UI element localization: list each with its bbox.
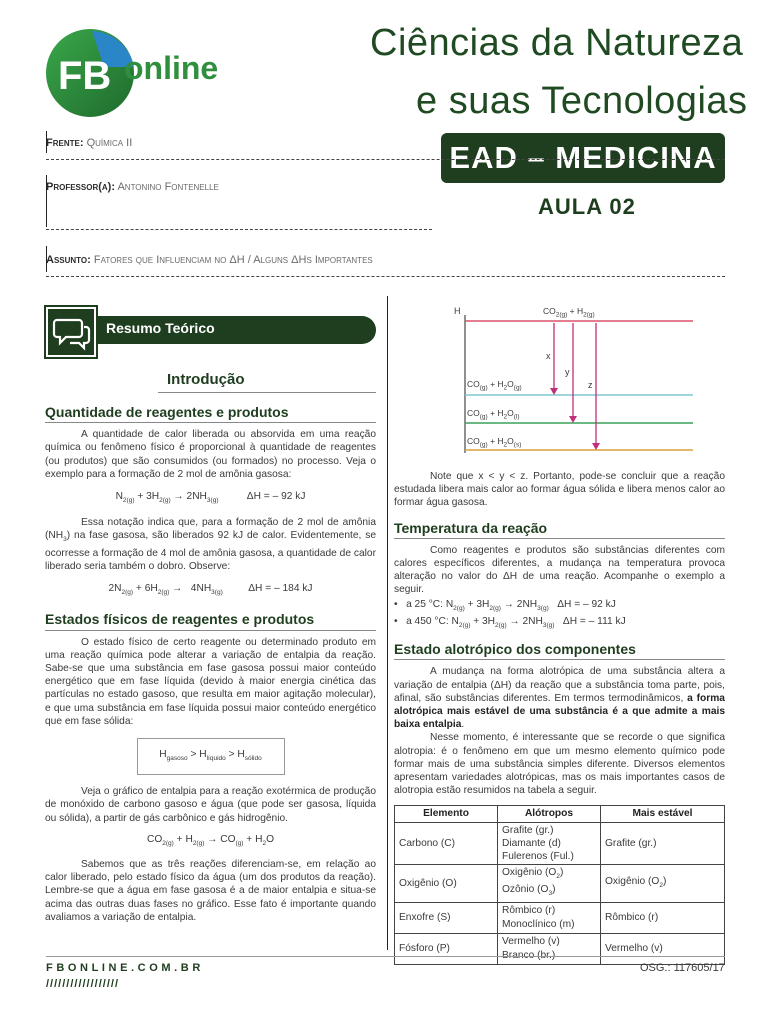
equation-1-dh: ΔH = – 92 kJ <box>246 491 306 503</box>
paragraph-start: Essa notação indica que, para a formação de 2 mol de amônia (NH <box>45 517 376 542</box>
table-row <box>395 902 725 933</box>
bullet-25c: • a 25 °C: $N_{2(g)} + 3H_{2(g)} \to 2NH_{3(g)}$ ΔH = – 92 kJ <box>394 598 616 612</box>
arrow-label-x: x <box>546 351 551 361</box>
bullet-450c: • a 450 °C: $N_{2(g)} + 3H_{2(g)} \to 2NH_{3(g)}$ ΔH = – 111 kJ <box>394 615 626 629</box>
assunto-value: Fatores que Influenciam no ΔH / Alguns ΔHs Importantes <box>93 254 373 266</box>
paragraph: Veja o gráfico de entalpia para a reação exotérmica de produção de monóxido de carbono gasoso e água (que pode ser gasosa, líquida ou sólida), a partir de gás carbônico e gás hidrogênio. <box>45 786 376 824</box>
bullet-dh: ΔH = – 111 kJ <box>562 615 626 627</box>
table-header-row <box>395 806 725 822</box>
dashed-separator <box>46 276 725 277</box>
footer-osg: OSG.: 117605/17 <box>640 962 725 974</box>
section-title-estados: Estados físicos de reagentes e produtos <box>45 611 315 628</box>
title-line-2: e suas Tecnologias <box>416 80 748 122</box>
equation-3: $CO_{2(g)} + H_{2(g)} \to CO_{(g)} + H_2O$ <box>147 833 274 847</box>
section-rule <box>45 422 376 423</box>
assunto-label: Assunto: <box>46 254 91 266</box>
resumo-title: Resumo Teórico <box>106 320 215 336</box>
cell-element: Carbono (C) <box>395 822 498 865</box>
paragraph: Essa notação indica que, para a formação de 2 mol de amônia $(NH_3)$ na fase gasosa, são liberados 92 kJ de calor. Evidentemente, se ocorresse a formação de 4 mol de amônia gasosa, a quantidade de calor liberado seria também o dobro. Observe: <box>45 517 376 572</box>
paragraph: A mudança na forma alotrópica de uma substância altera a variação de entalpia (ΔH) da reação que a substância toma parte, pois, afinal, são substâncias diferentes. Em termos termodinâmicos, a forma alotrópica mais estável de uma substância é a que admite a mais baixa entalpia. <box>394 666 725 731</box>
professor-label: Professor(a): <box>46 181 115 193</box>
table-header: Alótropos <box>498 806 601 822</box>
equation-1: $N_{2(g)} + 3H_{2(g)} \to 2NH_{3(g)}$ ΔH = – 92 kJ <box>115 491 306 505</box>
column-divider <box>387 296 388 950</box>
paragraph-bold: a forma alotrópica mais estável de uma substância é a que admite a mais baixa entalpia <box>394 692 725 731</box>
paragraph: Note que x < y < z. Portanto, pode-se concluir que a reação estudada libera mais calor ao formar água sólida e libera menos calor ao formar água gasosa. <box>394 471 725 509</box>
allotrope: Grafite (gr.) <box>502 824 554 836</box>
title-line-1: Ciências da Natureza <box>370 22 744 64</box>
right-column <box>394 470 725 965</box>
allotrope: Oxigênio $(O_2)$ <box>502 867 564 881</box>
section-title-temperatura: Temperatura da reação <box>394 519 548 536</box>
paragraph-rest: na fase gasosa, são liberados 92 kJ de calor. Evidentemente, se ocorresse a formação de 4 mol de amônia gasosa, a quantidade de calor liberado seria também o dobro. Observe: <box>45 530 376 572</box>
paragraph: Sabemos que as três reações diferenciam-se, em relação ao calor liberado, pelo estado físico da água (um dos produtos da reação). Lembre-se que a água em fase gasosa é a de maior entalpia e situa-se acima das outras duas fases no gráfico. Esse fato é importante quando avaliamos a variação de entalpia. <box>45 859 376 923</box>
cell-stable: Oxigênio $(O_2)$ <box>601 865 725 902</box>
left-column <box>45 406 376 924</box>
dashed-separator <box>46 159 725 160</box>
enthalpy-diagram <box>450 303 700 458</box>
level-liquid: $CO_{(g)} + H_2O_{(l)}$ <box>467 408 520 421</box>
svg-text:FB: FB <box>58 54 112 98</box>
enthalpy-order-box: $H_{gasoso} > H_{líquido} > H_{sólido}$ <box>137 738 285 775</box>
lesson-number: AULA 02 <box>538 194 636 219</box>
table-row <box>395 865 725 902</box>
axis-label-h: H <box>454 306 461 316</box>
paragraph: Nesse momento, é interessante que se recorde o que significa alotropia: é o fenômeno em que um mesmo elemento químico pode formar mais de uma substância simples diferente. Diversos elementos apresentam variedades alotrópicas, mas os mais importantes casos de alotropia estão resumidos na tabela a seguir. <box>394 732 725 797</box>
table-row <box>395 822 725 865</box>
section-rule <box>45 630 376 631</box>
cell-allotropes <box>498 865 601 902</box>
cell-element: Oxigênio (O) <box>395 865 498 902</box>
dashed-separator <box>46 229 432 230</box>
cell-allotropes <box>498 902 601 933</box>
table-row <box>395 933 725 964</box>
allotrope: Diamante (d) <box>502 837 561 849</box>
allotrope: Fulerenos (Ful.) <box>502 850 574 862</box>
intro-title: Introdução <box>167 371 245 388</box>
chat-bubble-icon <box>46 307 96 357</box>
assunto-row <box>46 254 373 266</box>
logo-text: online <box>124 50 219 86</box>
cell-stable: Rômbico (r) <box>601 902 725 933</box>
professor-row <box>46 181 219 193</box>
arrow-label-z: z <box>588 380 593 390</box>
allotrope: Monoclínico (m) <box>502 918 575 930</box>
arrow-label-y: y <box>565 367 570 377</box>
allotropes-table <box>394 805 725 964</box>
bullet-prefix: a 450 °C: <box>406 615 449 627</box>
allotrope: Branco (br.) <box>502 949 556 961</box>
equation-2: $2N_{2(g)} + 6H_{2(g)} \to 4NH_{3(g)}$ ΔH = – 184 kJ <box>108 583 313 597</box>
paragraph: O estado físico de certo reagente ou determinado produto em uma reação química pode alterar a variação de entalpia da reação. Sabe-se que uma substância em fase gasosa possui maior conteúdo energético que em fase líquida (devido à maior energia cinética das partículas no estado gasoso, que resulta em maior agitação molecular), e que uma substância em fase líquida possui maior conteúdo energético que em fase sólida: <box>45 636 376 727</box>
level-solid: $CO_{(g)} + H_2O_{(s)}$ <box>467 436 522 449</box>
course-badge: EAD – MEDICINA <box>441 133 725 183</box>
bullet-dh: ΔH = – 92 kJ <box>557 598 616 610</box>
footer-site-link[interactable]: FBONLINE.COM.BR <box>46 962 204 974</box>
footer-slashes: ////////////////// <box>46 978 120 990</box>
table-header: Elemento <box>395 806 498 822</box>
paragraph-text: A mudança na forma alotrópica de uma substância altera a variação de entalpia (ΔH) da reação que a substância toma parte, pois, afinal, são substâncias diferentes. Em termos termodinâmicos, <box>394 666 725 704</box>
cell-stable: Vermelho (v) <box>601 933 725 964</box>
cell-allotropes <box>498 933 601 964</box>
section-title-quantidade: Quantidade de reagentes e produtos <box>45 404 289 420</box>
frente-row <box>46 137 132 149</box>
intro-rule <box>158 392 376 393</box>
section-rule <box>394 538 725 539</box>
allotrope: Vermelho (v) <box>502 936 560 948</box>
cell-stable: Grafite (gr.) <box>601 822 725 865</box>
footer-rule <box>46 956 725 957</box>
bullet-prefix: a 25 °C: <box>406 598 443 610</box>
level-gas: $CO_{(g)} + H_2O_{(g)}$ <box>467 379 522 392</box>
allotrope: Ozônio $(O_3)$ <box>502 884 556 898</box>
allotrope: Rômbico (r) <box>502 905 556 917</box>
resumo-bar <box>55 316 376 344</box>
level-top: $CO_{2(g)} + H_{2(g)}$ <box>543 306 595 319</box>
frente-label: Frente: <box>46 137 84 149</box>
section-rule <box>394 659 725 660</box>
table-header: Mais estável <box>601 806 725 822</box>
paragraph: Como reagentes e produtos são substâncias diferentes com calores específicos diferentes, a mudança na temperatura provoca alteração no valor do ΔH de uma reação. Acompanhe o exemplo a seguir. <box>394 544 725 596</box>
cell-allotropes <box>498 822 601 865</box>
cell-element: Fósforo (P) <box>395 933 498 964</box>
cell-element: Enxofre (S) <box>395 902 498 933</box>
section-title-alotropico: Estado alotrópico dos componentes <box>394 641 636 658</box>
frente-value: Química II <box>86 137 133 149</box>
professor-value: Antonino Fontenelle <box>117 181 219 193</box>
equation-2-dh: ΔH = – 184 kJ <box>248 583 313 595</box>
paragraph: A quantidade de calor liberada ou absorvida em uma reação química ou fenômeno físico é proporcional à quantidade de reagentes (ou produtos) que são consumidos (ou formados) no processo. Veja o exemplo para a formação de 2 mol de amônia gasosa: <box>45 429 376 480</box>
